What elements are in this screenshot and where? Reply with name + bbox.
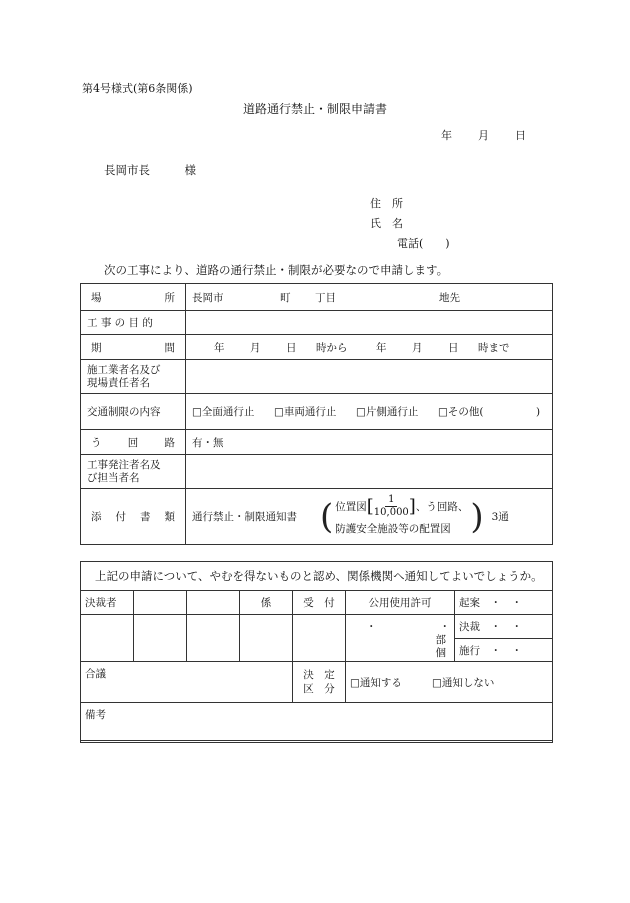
stamp-cell-3[interactable] — [81, 615, 134, 662]
detour-value[interactable]: 有・無 — [186, 430, 553, 455]
approval-table — [80, 590, 553, 743]
notify-no-option[interactable]: □通知しない — [432, 676, 495, 689]
approval-section — [80, 561, 553, 741]
public-use-permit-label: 公用使用許可 — [346, 591, 455, 615]
purpose-value[interactable] — [186, 311, 553, 335]
applicant-address-label: 住 所 — [370, 197, 403, 210]
row-place — [81, 284, 553, 311]
row-attachments — [81, 489, 553, 545]
row-detour — [81, 430, 553, 455]
addressee: 長岡市長 様 — [104, 163, 196, 177]
date-line — [441, 127, 526, 143]
decision-category-label: 決 定 区 分 — [293, 662, 346, 703]
stamp-cell-7[interactable] — [293, 615, 346, 662]
decision-maker-label: 決裁者 — [81, 591, 134, 615]
stamp-cell-2[interactable] — [187, 591, 240, 615]
approval-header: 上記の申請について、やむを得ないものと認め、関係機関へ通知してよいでしょうか。 — [95, 569, 543, 583]
permit-unit: 部 — [435, 634, 446, 646]
restriction-options — [186, 394, 553, 430]
notify-yes-option[interactable]: □通知する — [350, 676, 402, 689]
attachment-copies: 3通 — [491, 511, 509, 523]
enforced-date[interactable]: 施行 ・ ・ — [455, 639, 553, 662]
place-label: 場 所 — [81, 284, 186, 311]
intro-text: 次の工事により、道路の通行禁止・制限が必要なので申請します。 — [104, 263, 449, 277]
detour-label: う 回 路 — [81, 430, 186, 455]
orderer-value[interactable] — [186, 455, 553, 489]
applicant-name-label: 氏 名 — [370, 217, 403, 230]
stamp-cell-6[interactable] — [240, 615, 293, 662]
map-scale: $\frac{1}{10,000}$ — [373, 494, 409, 518]
approved-date[interactable]: 決裁 ・ ・ — [455, 615, 553, 639]
contractor-label: 施工業者名及び 現場責任者名 — [81, 360, 186, 394]
period-value[interactable]: 年 月 日 時から 年 月 日 時まで — [186, 335, 553, 360]
contractor-value[interactable] — [186, 360, 553, 394]
row-period — [81, 335, 553, 360]
form-number: 第4号様式(第6条関係) — [82, 82, 193, 95]
date-month: 月 — [478, 129, 489, 142]
option-vehicle-closure[interactable]: □車両通行止 — [274, 406, 337, 418]
restriction-label: 交通制限の内容 — [81, 394, 186, 430]
date-day: 日 — [515, 129, 526, 142]
section-label: 係 — [240, 591, 293, 615]
row-purpose — [81, 311, 553, 335]
period-label: 期 間 — [81, 335, 186, 360]
stamp-cell-1[interactable] — [134, 591, 187, 615]
stamp-cell-4[interactable] — [134, 615, 187, 662]
option-other[interactable]: □その他( ) — [438, 406, 541, 418]
drafted-date[interactable]: 起案 ・ ・ — [455, 591, 553, 615]
place-value[interactable]: 長岡市 町 丁目 地先 — [186, 284, 553, 311]
remarks-cell[interactable]: 備考 — [81, 703, 553, 743]
purpose-label: 工 事 の 目 的 — [81, 311, 186, 335]
attachment-detour-map: 、う回路、 — [415, 500, 469, 513]
orderer-label: 工事発注者名及 び担当者名 — [81, 455, 186, 489]
row-contractor — [81, 360, 553, 394]
attachment-location-map: 位置図 — [335, 500, 367, 513]
applicant-phone-label: 電話( ) — [397, 237, 450, 250]
reception-label: 受 付 — [293, 591, 346, 615]
application-table — [80, 283, 553, 545]
option-full-closure[interactable]: □全面通行止 — [192, 406, 255, 418]
date-year: 年 — [441, 129, 452, 142]
attachments-value: 通行禁止・制限通知書 ( 位置図 [ $\frac{1}{10,000}$ ] 、う回路、 防護安全施設等の配置図 ) 3通 — [186, 489, 553, 545]
notify-options — [346, 662, 553, 703]
permit-dots: ・ ・ — [366, 621, 450, 633]
consultation-cell[interactable]: 合議 — [81, 662, 293, 703]
row-orderer — [81, 455, 553, 489]
stamp-cell-5[interactable] — [187, 615, 240, 662]
document-title: 道路通行禁止・制限申請書 — [242, 102, 387, 116]
permit-cell[interactable] — [346, 615, 455, 662]
attachment-notice: 通行禁止・制限通知書 — [192, 511, 297, 523]
row-restriction — [81, 394, 553, 430]
attachments-label: 添 付 書 類 — [81, 489, 186, 545]
permit-unit-2: 個 — [435, 647, 446, 659]
attachment-safety-layout: 防護安全施設等の配置図 — [335, 523, 451, 535]
option-one-side-closure[interactable]: □片側通行止 — [356, 406, 419, 418]
